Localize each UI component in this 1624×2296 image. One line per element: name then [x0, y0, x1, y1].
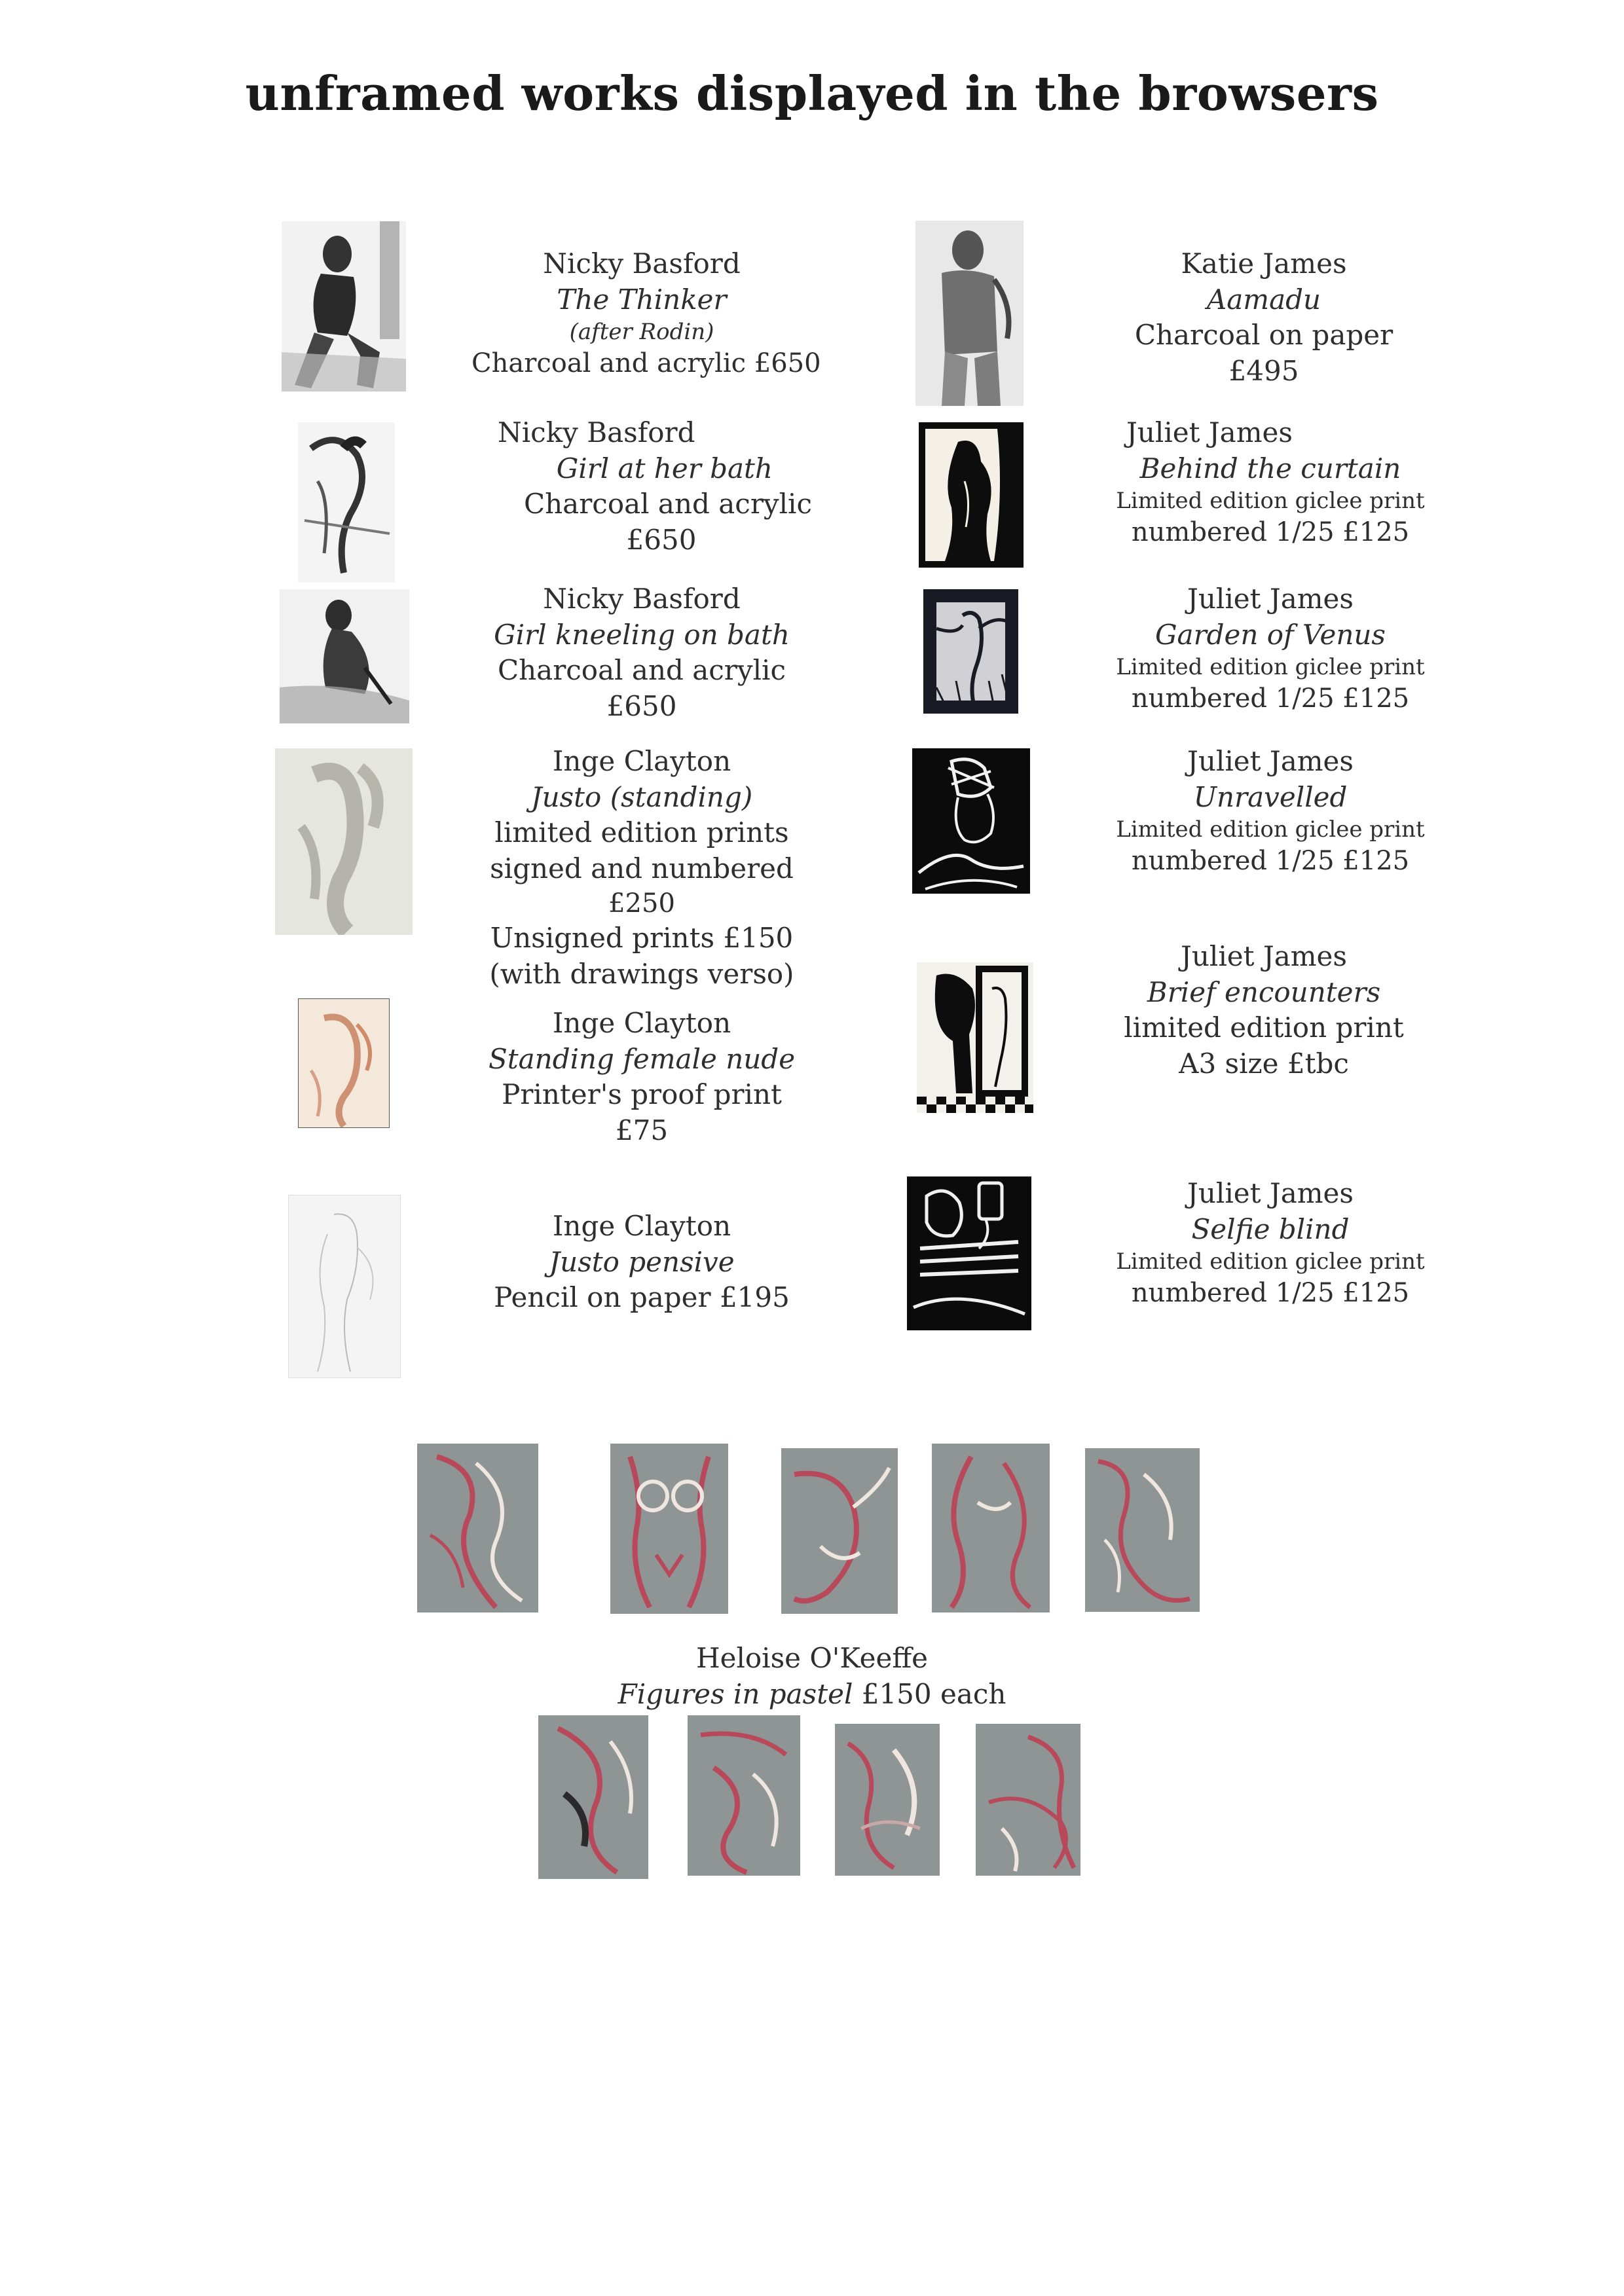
artist-name: Inge Clayton — [552, 745, 731, 777]
artist-name: Heloise O'Keeffe — [695, 1642, 929, 1674]
pastel-figure-thumbnail — [610, 1444, 728, 1614]
artwork-title: Justo pensive — [549, 1245, 735, 1278]
artwork-price: £250 — [608, 888, 675, 919]
artwork-title: Aamadu — [1206, 283, 1321, 316]
artwork-medium-price: Pencil on paper £195 — [494, 1281, 790, 1314]
artist-name: Juliet James — [1187, 583, 1354, 615]
artwork-thumbnail-girl-at-her-bath — [298, 422, 395, 583]
artwork-thumbnail-brief-encounters — [917, 962, 1033, 1113]
caption-behind-the-curtain — [1107, 415, 1434, 549]
artwork-detail: numbered 1/25 £125 — [1131, 517, 1410, 548]
artist-name: Inge Clayton — [552, 1210, 731, 1242]
caption-brief-encounters — [1100, 939, 1428, 1082]
artwork-price: £650 — [626, 523, 697, 556]
artwork-thumbnail-standing-female-nude — [298, 998, 390, 1128]
artwork-detail: Unsigned prints £150 — [490, 922, 794, 955]
artwork-title: Girl at her bath — [556, 452, 773, 484]
artwork-thumbnail-girl-kneeling-on-bath — [280, 589, 409, 723]
artwork-title: Behind the curtain — [1139, 452, 1401, 484]
artwork-thumbnail-justo-standing — [275, 748, 413, 935]
artwork-detail: numbered 1/25 £125 — [1131, 683, 1410, 714]
artwork-title: The Thinker — [557, 283, 727, 316]
artwork-detail: Limited edition giclee print — [1116, 488, 1425, 515]
artwork-title: Justo (standing) — [530, 780, 753, 813]
artwork-medium-price: Charcoal and acrylic £650 — [471, 348, 821, 379]
artwork-thumbnail-justo-pensive — [288, 1195, 401, 1378]
artwork-medium: Charcoal on paper — [1134, 319, 1393, 352]
artwork-detail: limited edition print — [1124, 1011, 1404, 1044]
artwork-subtitle: (after Rodin) — [569, 319, 714, 346]
artwork-detail: Limited edition giclee print — [1116, 1248, 1425, 1275]
caption-standing-female-nude — [471, 1006, 812, 1148]
artwork-detail: A3 size £tbc — [1179, 1047, 1349, 1080]
artwork-thumbnail-selfie-blind — [907, 1176, 1031, 1330]
artist-name: Inge Clayton — [552, 1007, 731, 1039]
artist-name: Nicky Basford — [543, 583, 741, 615]
artwork-title: Brief encounters — [1147, 975, 1381, 1008]
pastel-figure-thumbnail — [932, 1444, 1050, 1613]
artwork-medium: Printer's proof print — [502, 1078, 782, 1111]
artist-name: Juliet James — [1187, 1177, 1354, 1209]
pastel-figure-thumbnail — [976, 1724, 1080, 1876]
artwork-detail: Limited edition giclee print — [1116, 654, 1425, 681]
pastel-figure-thumbnail — [1085, 1448, 1200, 1612]
caption-the-thinker — [471, 246, 821, 380]
artwork-thumbnail-aamadu — [915, 221, 1024, 406]
artwork-detail: signed and numbered — [490, 852, 794, 884]
caption-girl-kneeling-on-bath — [471, 581, 812, 724]
caption-garden-of-venus — [1107, 581, 1434, 716]
artwork-medium: Charcoal and acrylic — [497, 654, 786, 687]
artwork-price: £495 — [1228, 354, 1299, 387]
pastel-figure-thumbnail — [538, 1715, 648, 1879]
artwork-thumbnail-garden-of-venus — [923, 589, 1018, 714]
artwork-title: Garden of Venus — [1155, 618, 1386, 651]
caption-aamadu — [1100, 246, 1428, 389]
artwork-title: Standing female nude — [488, 1042, 796, 1075]
pastel-figure-thumbnail — [417, 1444, 538, 1613]
artwork-medium: Charcoal and acrylic — [524, 488, 813, 520]
artwork-title: Unravelled — [1193, 780, 1348, 813]
artwork-thumbnail-behind-the-curtain — [919, 422, 1024, 568]
pastel-figure-thumbnail — [781, 1448, 898, 1614]
caption-justo-standing — [471, 744, 812, 993]
pastel-figure-thumbnail — [835, 1724, 940, 1876]
artwork-thumbnail-the-thinker — [282, 221, 406, 392]
caption-unravelled — [1107, 744, 1434, 878]
artwork-title: Girl kneeling on bath — [494, 618, 790, 651]
artwork-title: Selfie blind — [1191, 1212, 1350, 1245]
artwork-detail: Limited edition giclee print — [1116, 816, 1425, 843]
artist-name: Nicky Basford — [543, 247, 741, 280]
artist-name: Juliet James — [1126, 416, 1293, 448]
artwork-detail: numbered 1/25 £125 — [1131, 846, 1410, 877]
artwork-detail: numbered 1/25 £125 — [1131, 1278, 1410, 1309]
caption-selfie-blind — [1107, 1176, 1434, 1310]
caption-girl-at-her-bath — [498, 415, 813, 558]
pastel-figure-thumbnail — [688, 1715, 800, 1876]
artist-name: Nicky Basford — [498, 416, 695, 448]
artwork-title: Figures in pastel — [618, 1677, 853, 1710]
artwork-detail: limited edition prints — [494, 816, 789, 849]
caption-justo-pensive — [471, 1209, 812, 1316]
artwork-detail: (with drawings verso) — [489, 957, 794, 990]
artwork-price: £75 — [615, 1114, 669, 1146]
caption-figures-in-pastel — [0, 1641, 1624, 1712]
artwork-price: £650 — [606, 689, 677, 722]
artwork-price: £150 each — [853, 1677, 1006, 1710]
artist-name: Juliet James — [1187, 745, 1354, 777]
artist-name: Katie James — [1181, 247, 1347, 280]
artist-name: Juliet James — [1181, 940, 1347, 972]
page-title: unframed works displayed in the browsers — [245, 65, 1379, 121]
artwork-thumbnail-unravelled — [912, 748, 1030, 894]
